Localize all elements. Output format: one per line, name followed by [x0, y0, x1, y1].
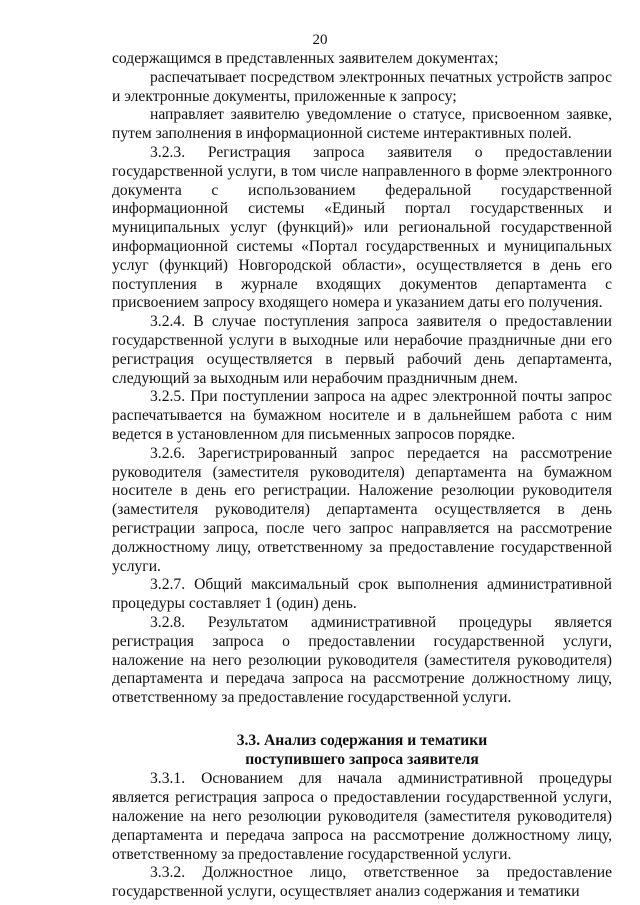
paragraph-3-3-1: 3.3.1. Основанием для начала административной процедуры является регистрация запроса о предоставлении государственной услуги, наложение на него резолюции руководителя (заместителя руководителя) департамента и передача запроса на рассмотрение должностному лицу, ответственному за предоставление государственной услуги. — [112, 770, 612, 863]
section-heading-line-2: поступившего запроса заявителя — [245, 750, 479, 768]
paragraph-3-2-3: 3.2.3. Регистрация запроса заявителя о предоставлении государственной услуги, в том числе направленного в форме электронного документа с использованием федеральной государственной информационной системы «Единый портал государственных и муниципальных услуг (функций)» или региональной государственной информационной системы «Портал государственных и муниципальных услуг (функций) Новгородской области», осуществляется в день его поступления в журнале входящих документов департамента с присвоением запросу входящего номера и указанием даты его получения. — [112, 143, 612, 312]
paragraph-3-2-6: 3.2.6. Зарегистрированный запрос передается на рассмотрение руководителя (заместителя руководителя) департамента на бумажном носителе в день его регистрации. Наложение резолюции руководителя (заместителя руководителя) департамента осуществляется в день регистрации запроса, после чего запрос направляется на рассмотрение должностному лицу, ответственному за предоставление государственной услуги. — [112, 444, 612, 575]
section-heading — [112, 732, 612, 770]
paragraph-3-2-4: 3.2.4. В случае поступления запроса заявителя о предоставлении государственной услуги в выходные или нерабочие праздничные дни его регистрация осуществляется в первый рабочий день департамента, следующий за выходным или нерабочим праздничным днем. — [112, 313, 612, 387]
paragraph-3-3-2: 3.3.2. Должностное лицо, ответственное за предоставление государственной услуги, осуществляет анализ содержания и тематики — [112, 864, 612, 901]
paragraph-3-2-5: 3.2.5. При поступлении запроса на адрес электронной почты запрос распечатывается на бумажном носителе и в дальнейшем работа с ним ведется в установленном для письменных запросов порядке. — [112, 388, 612, 443]
paragraph-status-notification: направляет заявителю уведомление о статусе, присвоенном заявке, путем заполнения в информационной системе интерактивных полей. — [112, 106, 612, 143]
section-heading-line-1: 3.3. Анализ содержания и тематики — [236, 731, 488, 749]
paragraph-3-2-8: 3.2.8. Результатом административной процедуры является регистрация запроса о предоставлении государственной услуги, наложение на него резолюции руководителя (заместителя руководителя) департамента и передача запроса на рассмотрение должностному лицу, ответственному за предоставление государственной услуги. — [112, 613, 612, 707]
page-number: 20 — [312, 32, 328, 48]
paragraph-3-2-7: 3.2.7. Общий максимальный срок выполнения административной процедуры составляет 1 (один) день. — [112, 576, 612, 613]
document-body — [112, 50, 612, 902]
paragraph-continuation: содержащимся в представленных заявителем документах; — [112, 50, 499, 67]
paragraph-print-documents: распечатывает посредством электронных печатных устройств запрос и электронные документы, приложенные к запросу; — [112, 68, 612, 105]
